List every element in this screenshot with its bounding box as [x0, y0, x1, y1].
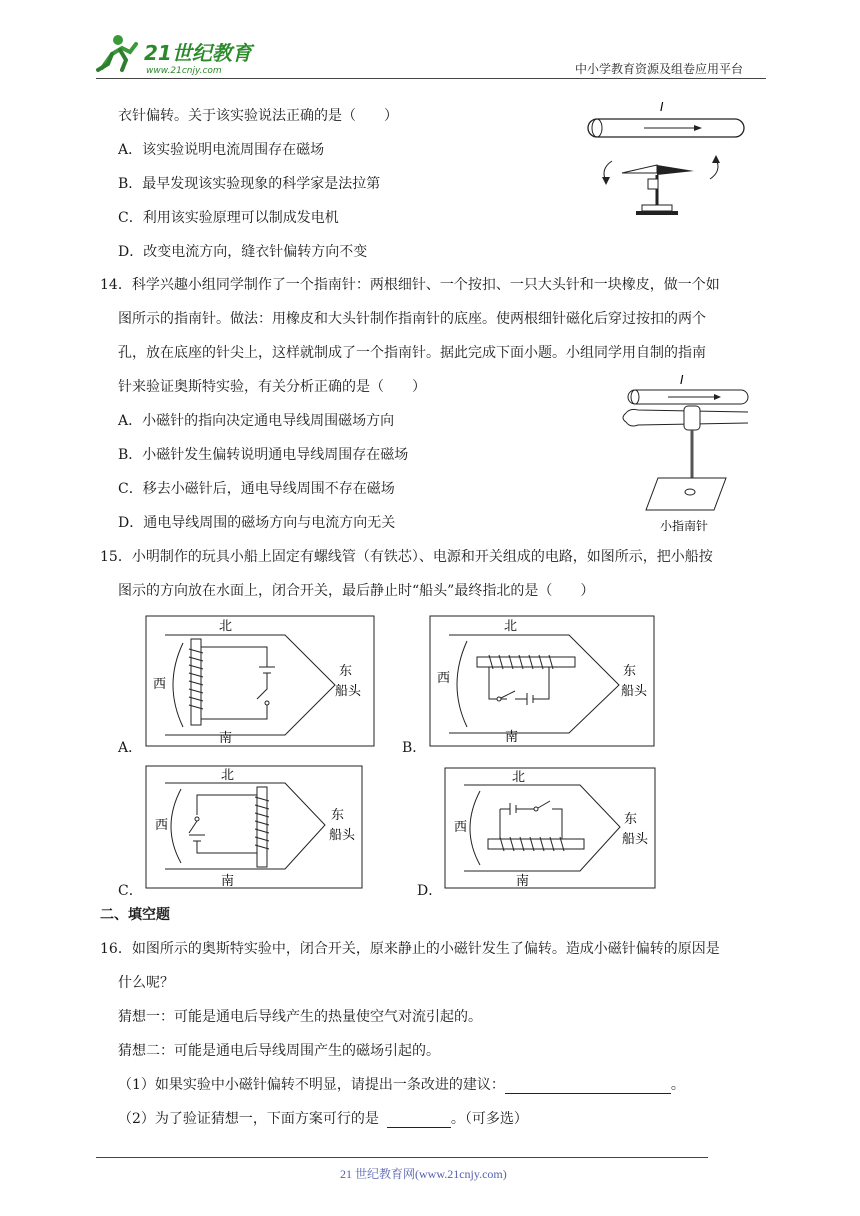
q16-sub-2-end: 。（可多选） — [450, 1111, 528, 1127]
q13-option-b: B．最早发现该实验现象的科学家是法拉第 — [118, 176, 381, 192]
current-label: I — [660, 100, 664, 114]
q15-option-d-figure — [444, 767, 656, 889]
q14-line-2: 图所示的指南针。做法：用橡皮和大头针制作指南针的底座。使两根细针磁化后穿过按扣的两个 — [118, 311, 706, 327]
q13-figure — [582, 95, 752, 225]
footer-text: 21 世纪教育网(www.21cnjy.com) — [340, 1167, 507, 1181]
west-label: 西 — [437, 671, 451, 686]
runner-icon — [98, 35, 136, 70]
east-label: 东 — [331, 808, 345, 823]
q15-line-1: 15．小明制作的玩具小船上固定有螺线管（有铁芯）、电源和开关组成的电路，如图所示，把小船按 — [100, 549, 713, 565]
q16-line-1: 16．如图所示的奥斯特实验中，闭合开关，原来静止的小磁针发生了偏转。造成小磁针偏转的原因是 — [100, 941, 720, 957]
platform-name: 中小学教育资源及组卷应用平台 — [575, 62, 744, 76]
north-label: 北 — [504, 619, 518, 634]
q15-option-c-figure — [145, 765, 363, 889]
q16-guess-1: 猜想一：可能是通电后导线产生的热量使空气对流引起的。 — [118, 1009, 482, 1025]
needle-right — [657, 165, 694, 175]
answer-blank-1[interactable] — [505, 1079, 671, 1094]
q15-option-c-label: C． — [118, 883, 143, 899]
q13-option-a: A．该实验说明电流周围存在磁场 — [118, 142, 325, 158]
q15-line-2: 图示的方向放在水面上，闭合开关，最后静止时“船头”最终指北的是（ ） — [118, 583, 595, 599]
q14-line-4: 针来验证奥斯特实验，有关分析正确的是（ ） — [118, 379, 426, 395]
bow-label: 船头 — [622, 832, 649, 847]
east-label: 东 — [339, 664, 353, 679]
q14-option-d: D．通电导线周围的磁场方向与电流方向无关 — [118, 515, 396, 531]
west-label: 西 — [454, 820, 468, 835]
q15-option-a-label: A． — [118, 740, 143, 756]
q14-option-a: A．小磁针的指向决定通电导线周围磁场方向 — [118, 413, 395, 429]
west-label: 西 — [155, 818, 169, 833]
south-label: 南 — [219, 731, 233, 746]
snap-button — [684, 406, 700, 430]
west-label: 西 — [153, 677, 167, 692]
bow-label: 船头 — [329, 828, 356, 843]
north-label: 北 — [219, 619, 233, 634]
q16-sub-1-end: 。 — [670, 1077, 685, 1093]
q13-stem: 衣针偏转。关于该实验说法正确的是（ ） — [118, 108, 398, 124]
bow-label: 船头 — [621, 684, 648, 699]
footer-divider — [96, 1157, 708, 1158]
q14-figure — [618, 370, 758, 536]
figure-caption: 小指南针 — [660, 519, 709, 533]
q14-line-3: 孔，放在底座的针尖上，这样就制成了一个指南针。据此完成下面小题。小组同学用自制的指南 — [118, 345, 706, 361]
needle-left — [622, 165, 657, 173]
q16-sub-2 — [118, 1110, 528, 1128]
south-label: 南 — [516, 874, 530, 889]
q16-sub-1 — [118, 1076, 685, 1094]
q14-option-c: C．移去小磁针后，通电导线周围不存在磁场 — [118, 481, 395, 497]
q15-option-a-figure — [145, 615, 375, 747]
q15-option-d-label: D． — [417, 883, 443, 899]
q16-line-2: 什么呢？ — [118, 975, 174, 991]
north-label: 北 — [221, 768, 235, 783]
site-logo — [92, 30, 262, 78]
east-label: 东 — [624, 812, 638, 827]
q16-sub-1-text: （1）如果实验中小磁针偏转不明显，请提出一条改进的建议： — [118, 1077, 505, 1093]
south-label: 南 — [221, 874, 235, 889]
q13-option-c: C．利用该实验原理可以制成发电机 — [118, 210, 339, 226]
logo-text: 21世纪教育 — [144, 41, 252, 65]
east-label: 东 — [623, 664, 637, 679]
q16-sub-2-text: （2）为了验证猜想一，下面方案可行的是 — [118, 1111, 379, 1127]
q14-line-1: 14．科学兴趣小组同学制作了一个指南针：两根细针、一个按扣、一只大头针和一块橡皮，做一个如 — [100, 277, 720, 293]
bow-label: 船头 — [335, 684, 362, 699]
header-divider — [96, 78, 766, 79]
q14-option-b: B．小磁针发生偏转说明通电导线周围存在磁场 — [118, 447, 409, 463]
section-title: 二、填空题 — [100, 907, 170, 923]
logo-url: www.21cnjy.com — [146, 66, 222, 76]
q15-option-b-figure — [429, 615, 655, 747]
answer-blank-2[interactable] — [387, 1113, 451, 1128]
north-label: 北 — [512, 770, 526, 785]
current-label: I — [680, 373, 684, 387]
south-label: 南 — [505, 730, 519, 745]
q16-guess-2: 猜想二：可能是通电后导线周围产生的磁场引起的。 — [118, 1043, 440, 1059]
q13-option-d: D．改变电流方向，缝衣针偏转方向不变 — [118, 244, 368, 260]
q15-option-b-label: B． — [402, 740, 427, 756]
